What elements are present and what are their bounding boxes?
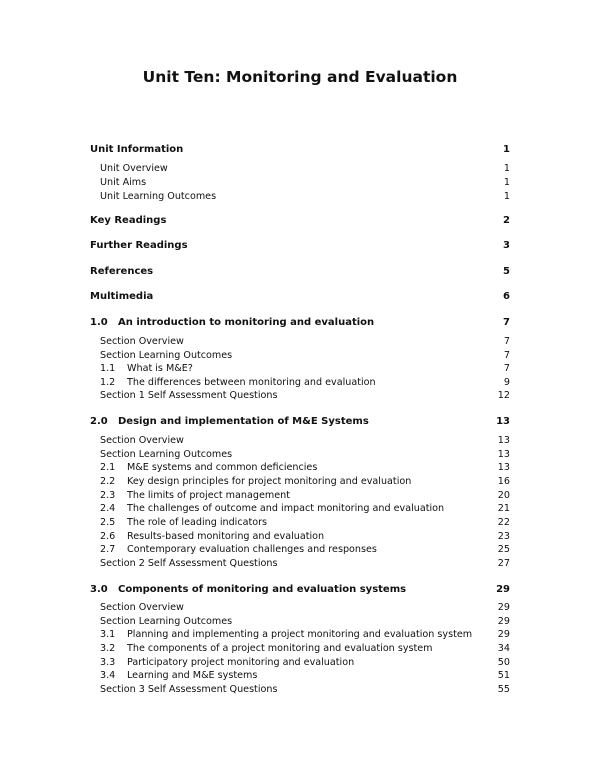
toc-title: Section Learning Outcomes (100, 616, 233, 627)
toc-label (90, 316, 374, 330)
toc-label (100, 669, 257, 683)
toc-title: Section 2 Self Assessment Questions (100, 558, 278, 569)
toc-entry (90, 642, 510, 656)
toc-label (100, 642, 433, 656)
toc-entry (90, 615, 510, 629)
toc-title: The challenges of outcome and impact monitoring and evaluation (127, 503, 445, 514)
toc-page-number: 20 (497, 490, 510, 501)
toc-section-number: 2.3 (100, 490, 116, 501)
toc-page-number: 25 (497, 544, 510, 555)
toc-page-number: 51 (497, 670, 510, 681)
toc-page-number: 29 (497, 602, 510, 613)
toc-section-number: 2.2 (100, 476, 116, 487)
toc-page-number: 29 (496, 584, 510, 595)
toc-entry (90, 628, 510, 642)
toc-label (90, 265, 153, 279)
toc-section-number: 1.0 (90, 317, 108, 328)
toc-label (100, 557, 277, 571)
toc-title: Section Overview (100, 435, 184, 446)
toc-entry (90, 669, 510, 683)
toc-title: Planning and implementing a project monitoring and evaluation system (127, 629, 473, 640)
toc-entry (90, 335, 510, 349)
toc-page-number: 50 (497, 657, 510, 668)
toc-label (100, 162, 168, 176)
toc-section-number: 1.1 (100, 363, 116, 374)
toc-entry (90, 176, 510, 190)
toc-page-number: 1 (503, 163, 510, 174)
toc-section-number: 3.1 (100, 629, 116, 640)
toc-heading (90, 239, 510, 253)
toc-label (100, 475, 411, 489)
toc-section-number: 3.4 (100, 670, 116, 681)
toc-page-number: 1 (503, 177, 510, 188)
toc-title: The differences between monitoring and evaluation (127, 377, 376, 388)
toc-label (100, 349, 232, 363)
toc-entry (90, 448, 510, 462)
toc-entry (90, 683, 510, 697)
toc-page-number: 34 (497, 643, 510, 654)
toc-page-number: 13 (497, 462, 510, 473)
toc-entry (90, 557, 510, 571)
toc-title: Section 1 Self Assessment Questions (100, 390, 278, 401)
toc-entry (90, 601, 510, 615)
toc-label (100, 516, 267, 530)
toc-page-number: 7 (503, 350, 510, 361)
toc-title: Learning and M&E systems (127, 670, 258, 681)
toc-title: Section 3 Self Assessment Questions (100, 684, 278, 695)
toc-heading (90, 316, 510, 330)
toc-section-number: 2.0 (90, 416, 108, 427)
toc-title: Section Overview (100, 336, 184, 347)
toc-page-number: 13 (497, 449, 510, 460)
toc-label (100, 502, 444, 516)
toc-page-number: 55 (497, 684, 510, 695)
toc-page-number: 22 (497, 517, 510, 528)
toc-title: The role of leading indicators (127, 517, 268, 528)
toc-label (90, 583, 406, 597)
toc-page-number: 21 (497, 503, 510, 514)
toc-label (100, 530, 324, 544)
toc-title: Unit Learning Outcomes (100, 191, 217, 202)
toc-label (100, 448, 232, 462)
toc-page-number: 29 (497, 629, 510, 640)
toc-page-number: 13 (496, 416, 510, 427)
toc-label (100, 362, 193, 376)
toc-label (100, 656, 354, 670)
toc-page-number: 13 (497, 435, 510, 446)
toc-entry (90, 362, 510, 376)
toc-section-number: 3.3 (100, 657, 116, 668)
toc-label (100, 176, 146, 190)
toc-page-number: 7 (503, 336, 510, 347)
toc-title: Section Overview (100, 602, 184, 613)
toc-label (100, 615, 232, 629)
toc-entry (90, 656, 510, 670)
toc-title: Participatory project monitoring and evaluation (127, 657, 355, 668)
toc-title: Contemporary evaluation challenges and responses (127, 544, 377, 555)
toc-page-number: 1 (503, 191, 510, 202)
toc-page-number: 5 (503, 266, 510, 277)
toc-title: The components of a project monitoring and evaluation system (127, 643, 433, 654)
toc-entry (90, 502, 510, 516)
toc-title: Components of monitoring and evaluation systems (118, 584, 407, 595)
toc-label (90, 415, 369, 429)
toc-title: What is M&E? (127, 363, 193, 374)
toc-heading (90, 415, 510, 429)
toc-title: Results-based monitoring and evaluation (127, 531, 325, 542)
toc-title: Section Learning Outcomes (100, 350, 233, 361)
toc-heading (90, 290, 510, 304)
toc-page-number: 7 (503, 363, 510, 374)
toc-title: The limits of project management (127, 490, 290, 501)
toc-section-number: 3.2 (100, 643, 116, 654)
toc-title: M&E systems and common deficiencies (127, 462, 318, 473)
toc-label (100, 434, 184, 448)
toc-label (100, 683, 277, 697)
toc-page-number: 29 (497, 616, 510, 627)
toc-page-number: 12 (497, 390, 510, 401)
toc-heading (90, 583, 510, 597)
toc-entry (90, 376, 510, 390)
toc-entry (90, 516, 510, 530)
toc-page-number: 9 (503, 377, 510, 388)
toc-section-number: 2.1 (100, 462, 116, 473)
toc-section-number: 1.2 (100, 377, 116, 388)
toc-title: Section Learning Outcomes (100, 449, 233, 460)
toc-page-number: 3 (503, 240, 510, 251)
toc-title: Further Readings (90, 240, 188, 251)
toc-entry (90, 489, 510, 503)
toc-entry (90, 530, 510, 544)
toc-entry (90, 190, 510, 204)
toc-label (100, 628, 472, 642)
toc-entry (90, 162, 510, 176)
toc-label (100, 461, 317, 475)
toc-title: An introduction to monitoring and evaluation (118, 317, 375, 328)
toc-page-number: 6 (503, 291, 510, 302)
toc-section-number: 2.6 (100, 531, 116, 542)
toc-section-number: 3.0 (90, 584, 108, 595)
toc-title: Unit Overview (100, 163, 168, 174)
toc-label (100, 376, 376, 390)
toc-label (90, 143, 183, 157)
toc-page-number: 27 (497, 558, 510, 569)
toc-page-number: 2 (503, 215, 510, 226)
toc-label (90, 214, 166, 228)
toc-entry (90, 434, 510, 448)
toc-label (90, 239, 188, 253)
toc-label (90, 290, 153, 304)
toc-label (100, 543, 377, 557)
toc-entry (90, 349, 510, 363)
toc-label (100, 335, 184, 349)
toc-entry (90, 543, 510, 557)
toc-label (100, 190, 216, 204)
toc-page-number: 7 (503, 317, 510, 328)
toc-label (100, 389, 277, 403)
toc-section-number: 2.4 (100, 503, 116, 514)
toc-section-number: 2.5 (100, 517, 116, 528)
toc-heading (90, 265, 510, 279)
toc-label (100, 489, 290, 503)
toc-title: References (90, 266, 154, 277)
toc-page-number: 23 (497, 531, 510, 542)
page-title: Unit Ten: Monitoring and Evaluation (142, 68, 458, 86)
toc-title: Design and implementation of M&E Systems (118, 416, 369, 427)
toc-title: Key design principles for project monitoring and evaluation (127, 476, 412, 487)
toc-title: Unit Information (90, 144, 184, 155)
toc-heading (90, 143, 510, 157)
toc-page-number: 1 (503, 144, 510, 155)
toc-title: Unit Aims (100, 177, 147, 188)
toc-label (100, 601, 184, 615)
toc-entry (90, 389, 510, 403)
toc-page-number: 16 (497, 476, 510, 487)
toc-title: Key Readings (90, 215, 167, 226)
toc-entry (90, 475, 510, 489)
toc-heading (90, 214, 510, 228)
toc-entry (90, 461, 510, 475)
toc-section-number: 2.7 (100, 544, 116, 555)
toc-title: Multimedia (90, 291, 154, 302)
